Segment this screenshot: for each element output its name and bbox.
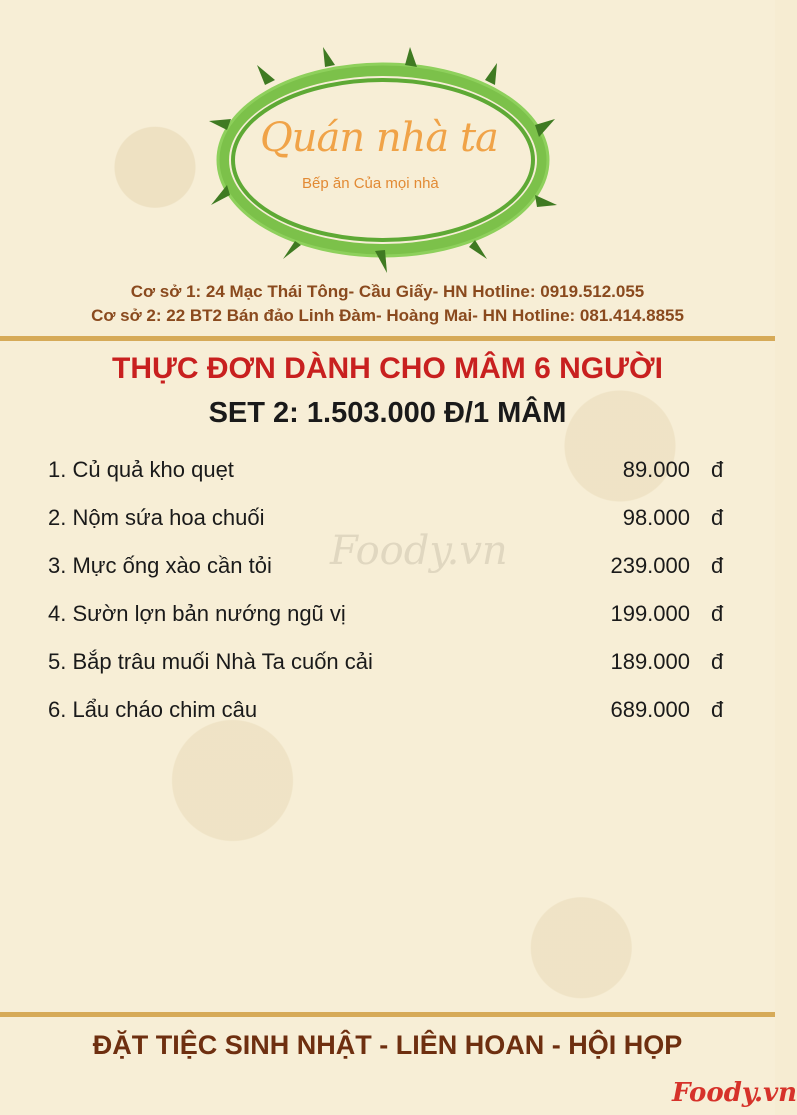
menu-item-price: 89.000 bbox=[622, 457, 690, 482]
menu-item-currency: đ bbox=[711, 457, 724, 482]
menu-item-name: 5. Bắp trâu muối Nhà Ta cuốn cải bbox=[48, 649, 373, 674]
menu-item bbox=[0, 601, 775, 631]
menu-item-name: 2. Nộm sứa hoa chuối bbox=[48, 505, 265, 530]
menu-item-name: 4. Sườn lợn bản nướng ngũ vị bbox=[48, 601, 346, 626]
menu-item-name: 3. Mực ống xào cần tỏi bbox=[48, 553, 272, 578]
branch-2-address: Cơ sở 2: 22 BT2 Bán đảo Linh Đàm- Hoàng Mai- HN Hotline: 081.414.8855 bbox=[91, 306, 684, 325]
menu-item-price: 189.000 bbox=[610, 649, 690, 674]
logo-name: Quán nhà ta bbox=[260, 115, 498, 161]
divider-bottom bbox=[0, 1012, 775, 1017]
watermark: Foody.vn bbox=[330, 528, 508, 574]
menu-title: THỰC ĐƠN DÀNH CHO MÂM 6 NGƯỜI bbox=[112, 352, 663, 385]
menu-item bbox=[0, 457, 775, 487]
menu-item-price: 689.000 bbox=[610, 697, 690, 722]
menu-item-name: 1. Củ quả kho quẹt bbox=[48, 457, 234, 482]
branch-1-address: Cơ sở 1: 24 Mạc Thái Tông- Cầu Giấy- HN Hotline: 0919.512.055 bbox=[130, 282, 645, 301]
thorn-wreath-icon bbox=[205, 45, 565, 280]
menu-item-name: 6. Lẩu cháo chim câu bbox=[48, 697, 258, 722]
menu-item bbox=[0, 505, 775, 535]
menu-item-currency: đ bbox=[711, 505, 724, 530]
menu-item bbox=[0, 553, 775, 583]
menu-item-currency: đ bbox=[711, 601, 724, 626]
menu-item bbox=[0, 697, 775, 727]
menu-item bbox=[0, 649, 775, 679]
menu-item-price: 98.000 bbox=[622, 505, 690, 530]
menu-item-currency: đ bbox=[711, 697, 724, 722]
menu-item-price: 239.000 bbox=[610, 553, 690, 578]
brand-mark: Foody.vn bbox=[672, 1078, 797, 1108]
logo-tagline: Bếp ăn Của mọi nhà bbox=[302, 175, 439, 192]
menu-item-currency: đ bbox=[711, 649, 724, 674]
set-title: SET 2: 1.503.000 Đ/1 MÂM bbox=[208, 397, 567, 429]
menu-item-currency: đ bbox=[711, 553, 724, 578]
divider-top bbox=[0, 336, 775, 341]
menu-item-price: 199.000 bbox=[610, 601, 690, 626]
footer-banner: ĐẶT TIỆC SINH NHẬT - LIÊN HOAN - HỘI HỌP bbox=[92, 1030, 683, 1060]
restaurant-logo bbox=[205, 45, 565, 280]
